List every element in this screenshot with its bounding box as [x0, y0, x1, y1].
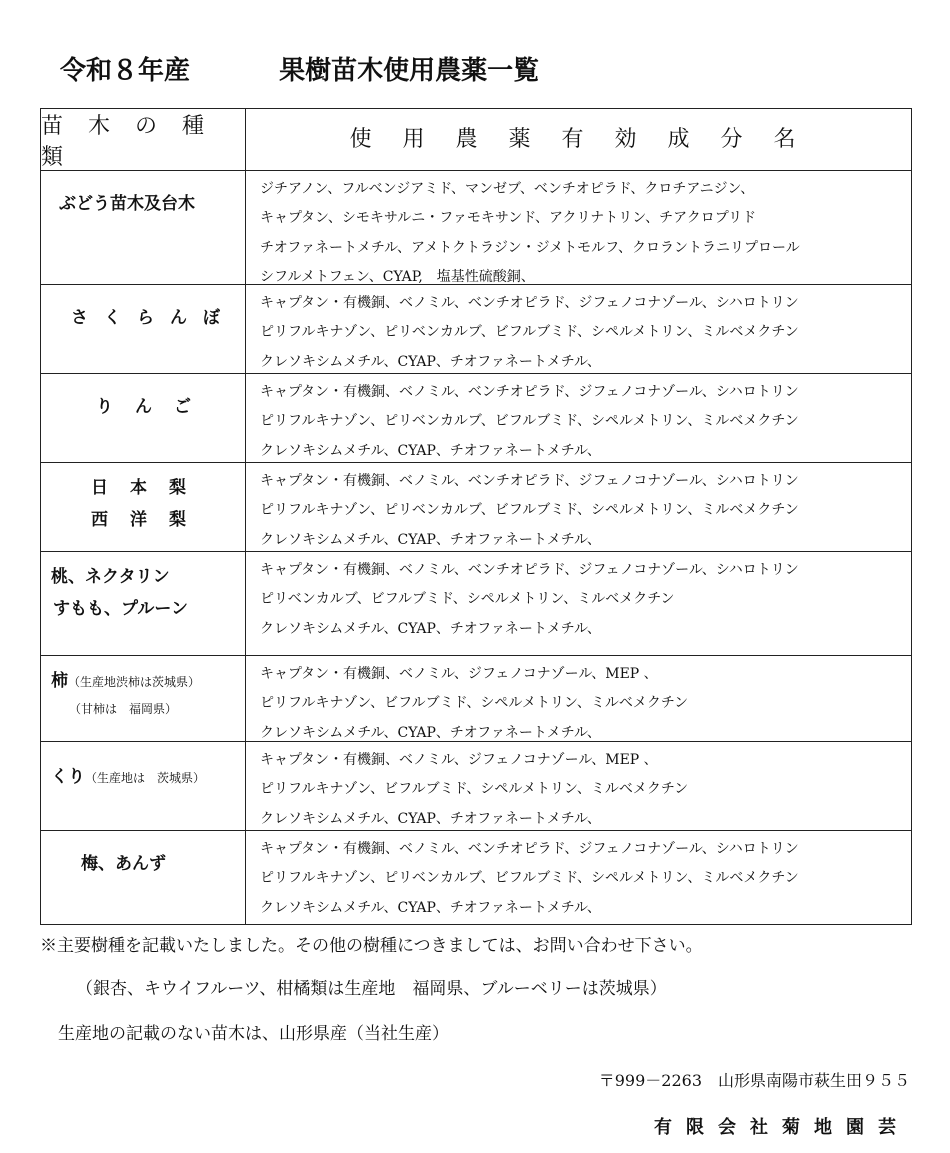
seedling-name-cell — [41, 285, 246, 373]
ingredient-line: キャプタン・有機銅、ベノミル、ベンチオピラド、ジフェノコナゾール、シハロトリン — [260, 473, 799, 489]
seedling-name: さくらんぼ — [71, 308, 236, 328]
header-ingredients: 使 用 農 薬 有 効 成 分 名 — [349, 126, 808, 152]
table-row — [41, 373, 911, 462]
seedling-name — [51, 762, 205, 787]
seedling-origin-note: （甘柿は 福岡県） — [69, 702, 178, 716]
seedling-name — [51, 666, 200, 691]
seedling-name-cell — [41, 656, 246, 741]
note-default-origin: 生産地の記載のない苗木は、山形県産（当社生産） — [58, 1024, 449, 1044]
ingredient-line: クレソキシムメチル、CYAP、チオファネートメチル、 — [260, 724, 601, 741]
ingredient-line: クレソキシムメチル、CYAP、チオファネートメチル、 — [260, 810, 601, 827]
note-other-origins: （銀杏、キウイフルーツ、柑橘類は生産地 福岡県、ブルーベリーは茨城県） — [76, 979, 667, 999]
table-header-row — [41, 109, 911, 170]
seedling-name-cell — [41, 742, 246, 830]
table-row — [41, 551, 911, 655]
ingredient-line: ジチアノン、フルベンジアミド、マンゼブ、ベンチオピラド、クロチアニジン、 — [260, 181, 755, 197]
ingredients-cell — [246, 656, 911, 741]
ingredient-line: ピリベンカルブ、ビフルブミド、シペルメトリン、ミルベメクチン — [260, 591, 675, 608]
seedling-name: 桃、ネクタリン — [51, 567, 170, 587]
seedling-name-cell — [41, 552, 246, 655]
seedling-name-cell — [41, 831, 246, 924]
ingredient-line: キャプタン・有機銅、ベノミル、ベンチオピラド、ジフェノコナゾール、シハロトリン — [260, 384, 799, 400]
ingredient-line: ピリフルキナゾン、ビフルブミド、シペルメトリン、ミルベメクチン — [260, 695, 689, 712]
table-row — [41, 284, 911, 373]
seedling-name — [69, 698, 177, 718]
ingredient-line: キャプタン・有機銅、ベノミル、ジフェノコナゾール、MEP 、 — [260, 666, 658, 682]
ingredient-line: キャプタン・有機銅、ベノミル、ベンチオピラド、ジフェノコナゾール、シハロトリン — [260, 562, 799, 578]
ingredient-line: チオファネートメチル、アメトクトラジン・ジメトモルフ、クロラントラニリプロール — [260, 239, 800, 256]
document-title: 果樹苗木使用農薬一覧 — [279, 56, 540, 86]
year-label: 令和８年産 — [60, 56, 191, 86]
table-row — [41, 170, 911, 284]
ingredient-line: ピリフルキナゾン、ビフルブミド、シペルメトリン、ミルベメクチン — [260, 781, 689, 798]
ingredients-cell — [246, 742, 911, 830]
seedling-name: ぶどう苗木及台木 — [59, 194, 195, 214]
ingredient-line: シフルメトフェン、CYAP, 塩基性硫酸銅、 — [260, 268, 535, 284]
pesticide-table — [40, 108, 912, 925]
ingredients-cell — [246, 285, 911, 373]
ingredient-line: ピリフルキナゾン、ピリベンカルブ、ビフルブミド、シペルメトリン、ミルベメクチン — [260, 870, 799, 887]
seedling-origin-note: （生産地は 茨城県） — [85, 771, 206, 785]
ingredient-line: クレソキシムメチル、CYAP、チオファネートメチル、 — [260, 442, 601, 459]
table-row — [41, 655, 911, 741]
ingredient-line: ピリフルキナゾン、ピリベンカルブ、ビフルブミド、シペルメトリン、ミルベメクチン — [260, 502, 799, 519]
ingredient-line: キャプタン・有機銅、ベノミル、ベンチオピラド、ジフェノコナゾール、シハロトリン — [260, 295, 799, 311]
ingredient-line: クレソキシムメチル、CYAP、チオファネートメチル、 — [260, 531, 601, 548]
seedling-name: 梅、あんず — [81, 854, 166, 874]
table-row — [41, 830, 911, 924]
ingredient-line: キャプタン・有機銅、ベノミル、ジフェノコナゾール、MEP 、 — [260, 752, 658, 768]
ingredient-line: ピリフルキナゾン、ピリベンカルブ、ビフルブミド、シペルメトリン、ミルベメクチン — [260, 413, 799, 430]
ingredients-cell — [246, 552, 911, 655]
ingredient-line: クレソキシムメチル、CYAP、チオファネートメチル、 — [260, 899, 601, 916]
seedling-name-main: くり — [51, 767, 85, 787]
seedling-name: すもも、プルーン — [53, 599, 188, 619]
ingredients-cell — [246, 374, 911, 462]
ingredients-cell — [246, 171, 911, 284]
ingredient-line: クレソキシムメチル、CYAP、チオファネートメチル、 — [260, 353, 601, 370]
table-row — [41, 741, 911, 830]
seedling-name: 日本梨 — [91, 478, 208, 498]
ingredients-cell — [246, 831, 911, 924]
ingredients-cell — [246, 463, 911, 551]
seedling-origin-note: （生産地渋柿は茨城県） — [68, 675, 201, 689]
seedling-name-cell — [41, 171, 246, 284]
company-address: 〒999－2263 山形県南陽市萩生田９５５ — [598, 1071, 910, 1090]
ingredient-line: キャプタン、シモキサルニ・ファモキサンド、アクリナトリン、チアクロプリド — [260, 210, 757, 227]
seedling-name-main: 柿 — [51, 671, 68, 691]
note-main: ※主要樹種を記載いたしました。その他の樹種につきましては、お問い合わせ下さい。 — [40, 936, 703, 956]
ingredient-line: キャプタン・有機銅、ベノミル、ベンチオピラド、ジフェノコナゾール、シハロトリン — [260, 841, 799, 857]
company-name: 有限会社菊地園芸 — [654, 1117, 910, 1138]
seedling-name-cell — [41, 374, 246, 462]
page-title — [60, 50, 539, 90]
header-seedling-type: 苗 木 の 種 類 — [41, 109, 246, 170]
seedling-name: りんご — [96, 397, 213, 417]
seedling-name-cell — [41, 463, 246, 551]
table-row — [41, 462, 911, 551]
seedling-name: 西洋梨 — [91, 510, 208, 530]
ingredient-line: ピリフルキナゾン、ピリベンカルブ、ビフルブミド、シペルメトリン、ミルベメクチン — [260, 324, 799, 341]
ingredient-line: クレソキシムメチル、CYAP、チオファネートメチル、 — [260, 620, 601, 637]
